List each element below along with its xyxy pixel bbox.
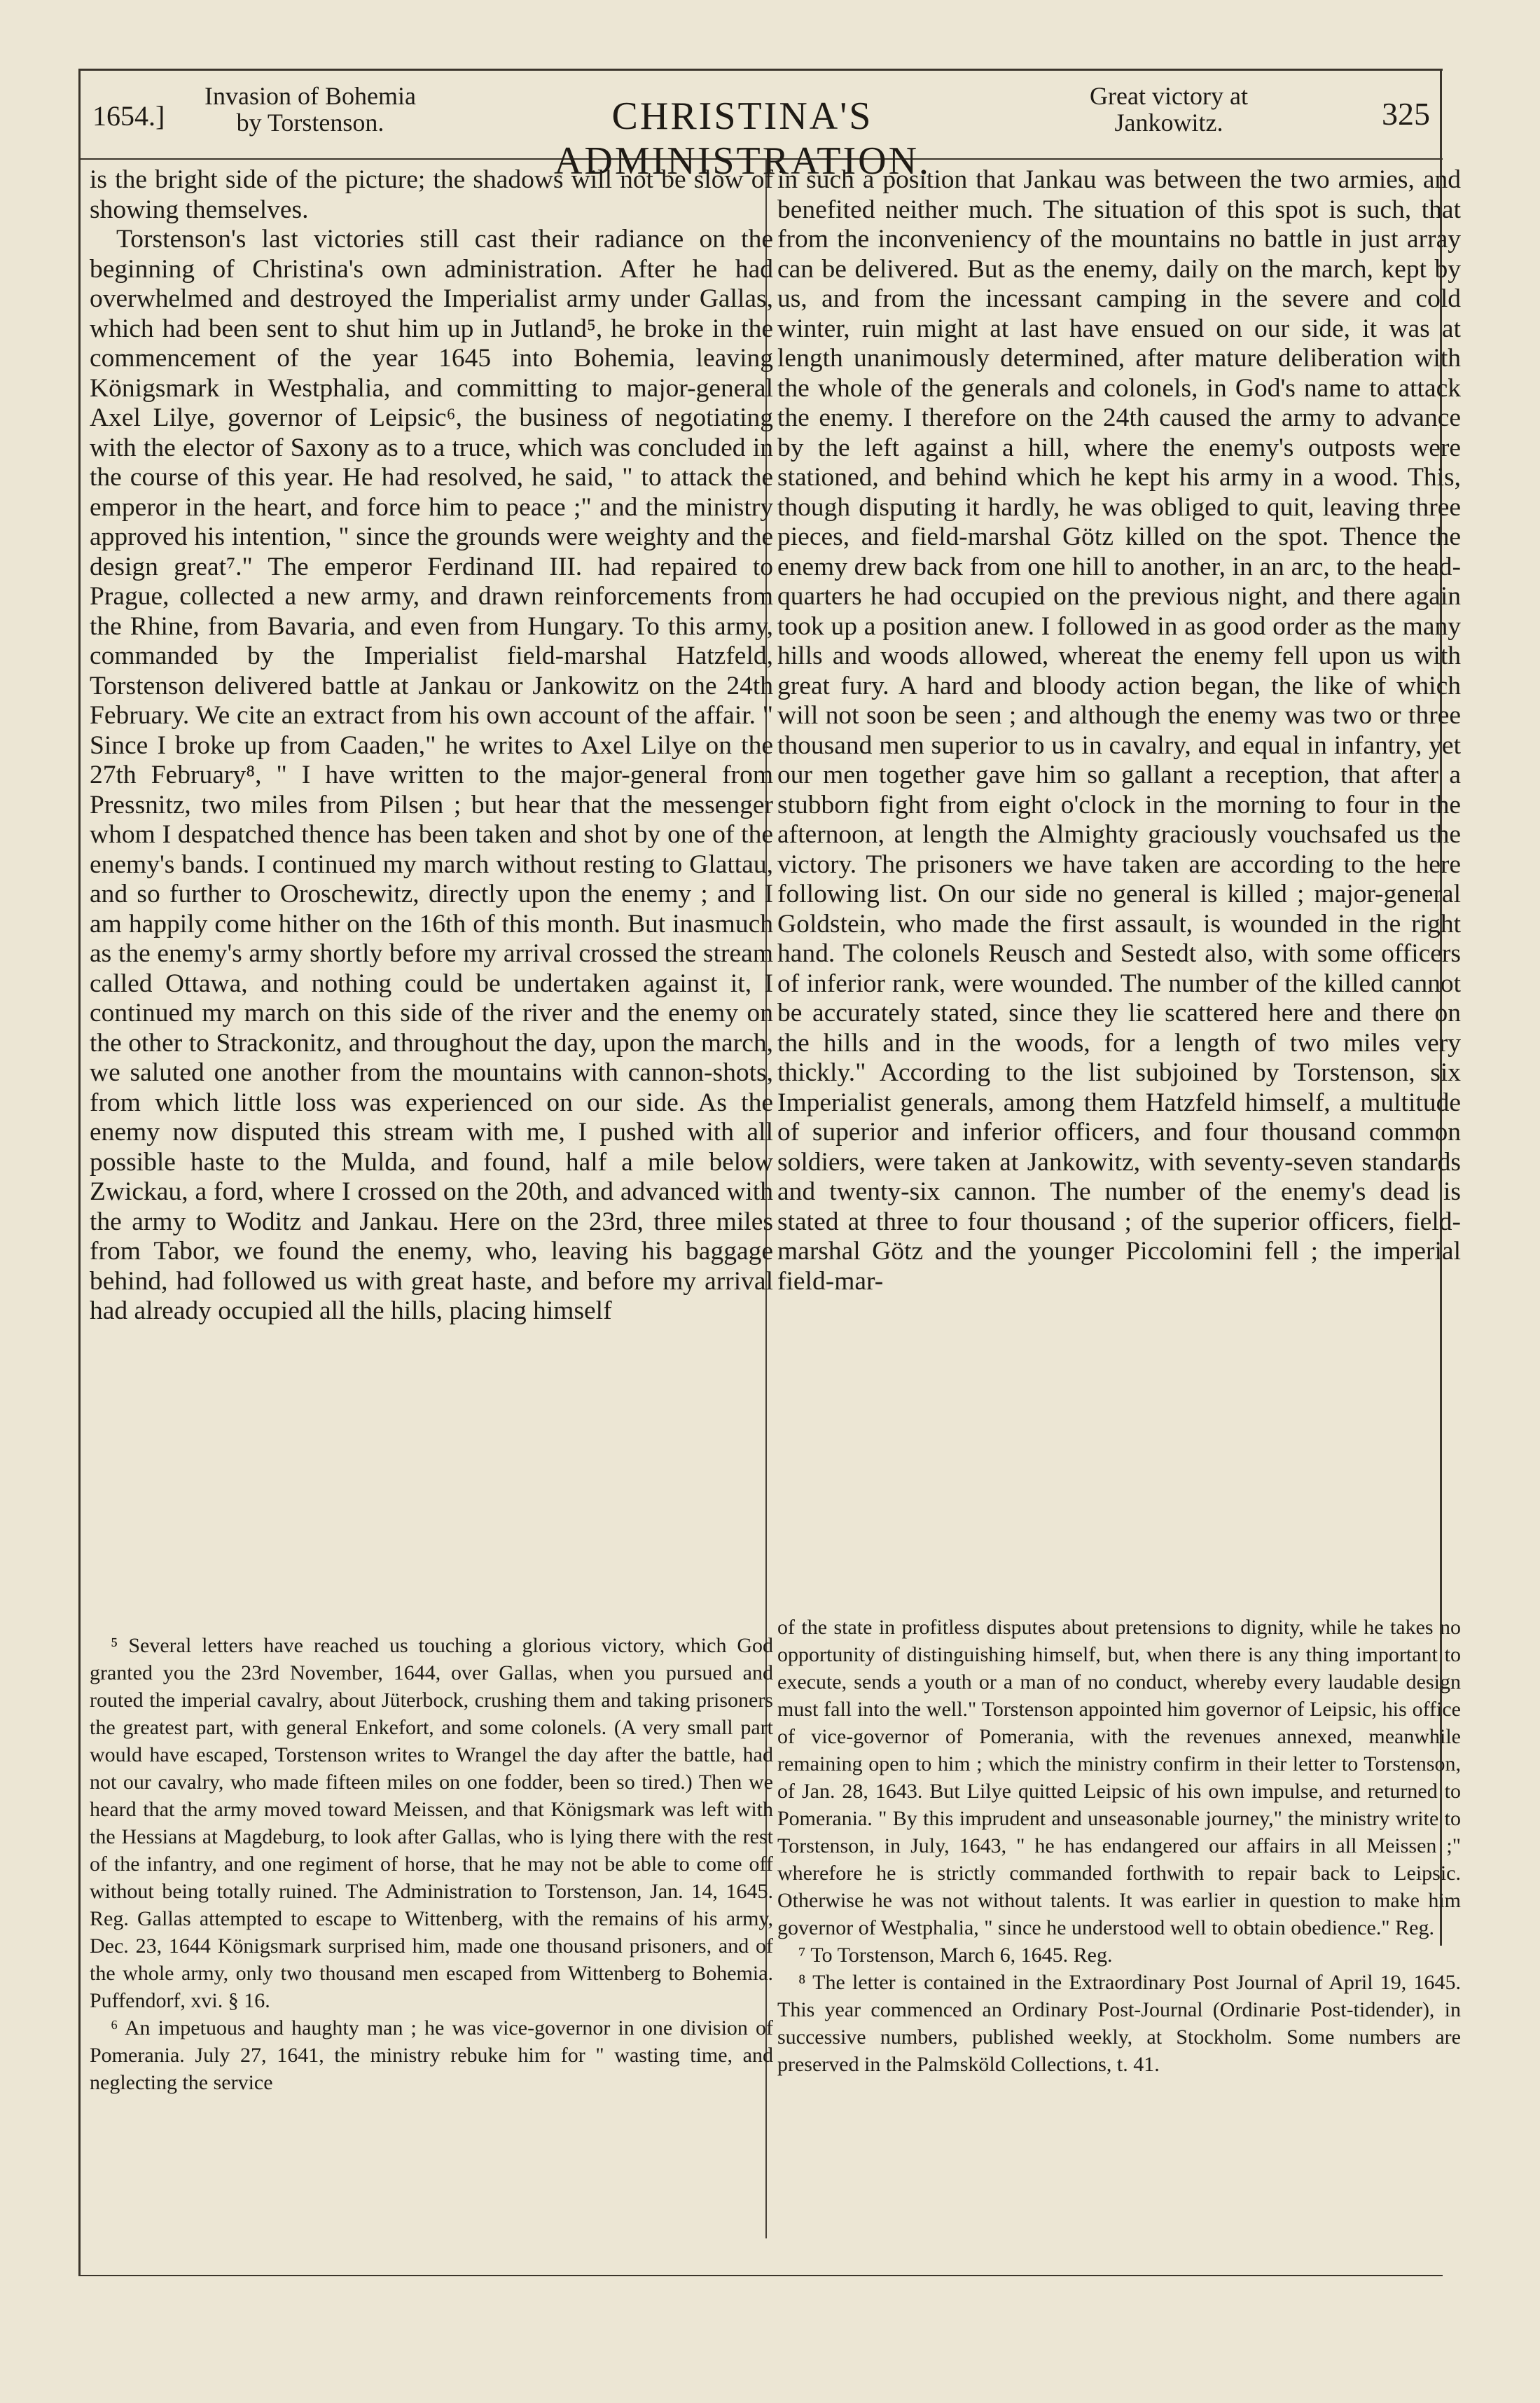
footnote-8: ⁸ The letter is contained in the Extraordinary Post Journal of April 19, 1645. This year commenced an Ordinary Post-Journal (Ordinarie Post-tidender), in successive numbers, published weekly, at Stockholm. Some numbers are preserved in the Palmsköld Collections, t. 41. bbox=[777, 1971, 1461, 2076]
header-year: 1654.] bbox=[92, 100, 165, 132]
page-number: 325 bbox=[1382, 96, 1430, 132]
footnotes-left bbox=[90, 1632, 773, 2096]
footnote-5: ⁵ Several letters have reached us touching a glorious victory, which God granted you the 23rd November, 1644, over Gallas, when you pursued and routed the imperial cavalry, about Jüterbock, crushing them and taking prisoners the greatest part, with general Enkefort, and some colonels. (A very small part would have escaped, Torstenson writes to Wrangel the day after the battle, had not our cavalry, who made fifteen miles on one fodder, been so tired.) Then we heard that the army moved toward Meissen, and that Königsmark was left with the Hessians at Magdeburg, to look after Gallas, who is lying there with the rest of the infantry, and one regiment of horse, that he may not be able to come off without being totally ruined. The Administration to Torstenson, Jan. 14, 1645. Reg. Gallas attempted to escape to Wittenberg, with the remains of his army, Dec. 23, 1644 Königsmark surprised him, made one thousand prisoners, and of the whole army, only two thousand men escaped from Wittenberg to Bohemia. Puffendorf, xvi. § 16. bbox=[90, 1634, 773, 2012]
left-margin-rule bbox=[78, 69, 81, 2275]
bottom-rule bbox=[78, 2275, 1443, 2276]
footnote-6-continued: of the state in profitless disputes about pretensions to dignity, while he takes no opportunity of distinguishing himself, but, when there is any thing important to execute, sends a youth or a man of no conduct, whereby every laudable design must fall into the well." Torstenson appointed him governor of Leipsic, his office of vice-governor of Pomerania, with the revenues annexed, meanwhile remaining open to him ; which the ministry confirm in their letter to Torstenson, of Jan. 28, 1643. But Lilye quitted Leipsic of his own impulse, and returned to Pomerania. " By this imprudent and unseasonable journey," the ministry write to Torstenson, in July, 1643, " he has endangered our affairs in all Meissen ;" wherefore he is strictly commanded forthwith to repair back to Leipsic. Otherwise he was not without talents. It was earlier in question to make him governor of Westphalia, " since he understood well to obtain obedience." Reg. bbox=[777, 1616, 1461, 1939]
left-paragraph-2: Torstenson's last victories still cast their radiance on the beginning of Christina's own administration. After he had overwhelmed and destroyed the Imperialist army under Gallas, which had been sent to shut him up in Jutland⁵, he broke in the commencement of the year 1645 into Bohemia, leaving Königsmark in Westphalia, and committing to major-general Axel Lilye, governor of Leipsic⁶, the business of negotiating with the elector of Saxony as to a truce, which was concluded in the course of this year. He had resolved, he said, " to attack the emperor in the heart, and force him to peace ;" and the ministry approved his intention, " since the grounds were weighty and the design great⁷." The emperor Ferdinand III. had repaired to Prague, collected a new army, and drawn reinforcements from the Rhine, from Bavaria, and even from Hungary. To this army, commanded by the Imperialist field-marshal Hatzfeld, Torstenson delivered battle at Jankau or Jankowitz on the 24th February. We cite an extract from his own account of the affair. " Since I broke up from Caaden," he writes to Axel Lilye on the 27th February⁸, " I have written to the major-general from Pressnitz, two miles from Pilsen ; but hear that the messenger whom I despatched thence has been taken and shot by one of the enemy's bands. I continued my march without resting to Glattau, and so further to Oroschewitz, directly upon the enemy ; and I am happily come hither on the 16th of this month. But inasmuch as the enemy's army shortly before my arrival crossed the stream called Ottawa, and nothing could be undertaken against it, I continued my march on this side of the river and the enemy on the other to Strackonitz, and throughout the day, upon the march, we saluted one another from the mountains with cannon-shots, from which little loss was experienced on our side. As the enemy now disputed this stream with me, I pushed with all possible haste to the Mulda, and found, half a mile below Zwickau, a ford, where I crossed on the 20th, and advanced with the army to Woditz and Jankau. Here on the 23rd, three miles from Tabor, we found the enemy, who, leaving his baggage behind, had followed us with great haste, and before my arrival had already occupied all the hills, placing himself bbox=[90, 225, 773, 1325]
left-column bbox=[90, 165, 773, 1327]
header-right-sidenote: Great victory at Jankowitz. bbox=[1090, 82, 1248, 137]
right-column bbox=[777, 165, 1461, 1296]
top-rule bbox=[78, 69, 1443, 71]
footnote-7: ⁷ To Torstenson, March 6, 1645. Reg. bbox=[798, 1944, 1113, 1967]
footnote-6: ⁶ An impetuous and haughty man ; he was vice-governor in one division of Pomerania. July 27, 1641, the ministry rebuke him for " wasting time, and neglecting the service bbox=[90, 2016, 773, 2094]
left-paragraph-1: is the bright side of the picture; the shadows will not be slow of showing themselves. bbox=[90, 165, 773, 224]
running-title: CHRISTINA'S ADMINISTRATION. bbox=[553, 95, 931, 183]
header-left-sidenote: Invasion of Bohemia by Torstenson. bbox=[204, 82, 416, 137]
footnotes-right bbox=[777, 1614, 1461, 2078]
right-paragraph-1: in such a position that Jankau was between the two armies, and benefited neither much. The situation of this spot is such, that from the inconveniency of the mountains no battle in just array can be delivered. But as the enemy, daily on the march, kept by us, and from the incessant camping in the severe and cold winter, ruin might at last have ensued on our side, it was at length unanimously determined, after mature deliberation with the whole of the generals and colonels, in God's name to attack the enemy. I therefore on the 24th caused the army to advance by the left against a hill, where the enemy's outposts were stationed, and behind which he kept his army in a wood. This, though disputing it hardly, he was obliged to quit, leaving three pieces, and field-marshal Götz killed on the spot. Thence the enemy drew back from one hill to another, in an arc, to the head-quarters he had occupied on the previous night, and there again took up a position anew. I followed in as good order as the many hills and woods allowed, whereat the enemy fell upon us with great fury. A hard and bloody action began, the like of which will not soon be seen ; and although the enemy was two or three thousand men superior to us in cavalry, and equal in infantry, yet our men together gave him so gallant a reception, that after a stubborn fight from eight o'clock in the morning to four in the afternoon, at length the Almighty graciously vouchsafed us the victory. The prisoners we have taken are according to the here following list. On our side no general is killed ; major-general Goldstein, who made the first assault, is wounded in the right hand. The colonels Reusch and Sestedt also, with some officers of inferior rank, were wounded. The number of the killed cannot be accurately stated, since they lie scattered here and there on the hills and in the woods, for a length of two miles very thickly." According to the list subjoined by Torstenson, six Imperialist generals, among them Hatzfeld himself, a multitude of superior and inferior officers, and four thousand common soldiers, were taken at Jankowitz, with seventy-seven standards and twenty-six cannon. The number of the enemy's dead is stated at three to four thousand ; of the superior officers, field-marshal Götz and the younger Piccolomini fell ; the imperial field-mar- bbox=[777, 165, 1461, 1296]
